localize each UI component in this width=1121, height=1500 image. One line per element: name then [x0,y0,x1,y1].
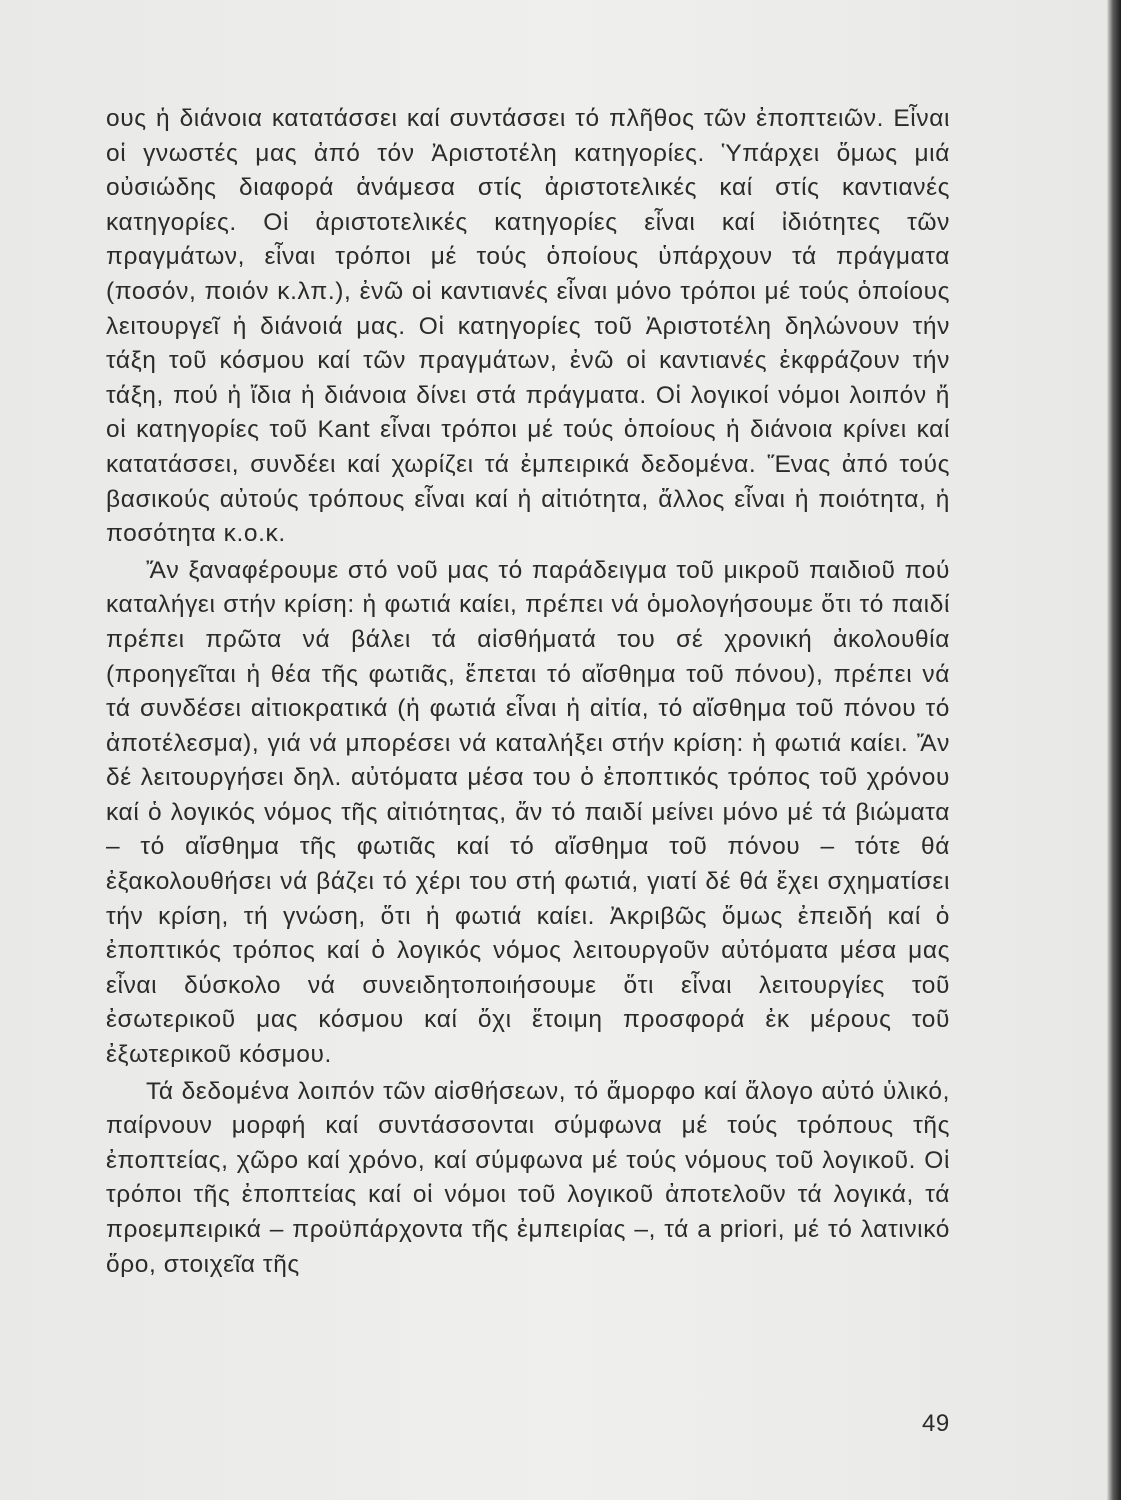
paragraph-1: ους ἡ διάνοια κατατάσσει καί συντάσσει τό πλῆθος τῶν ἐποπτειῶν. Εἶναι οἱ γνωστές μας ἀπό τόν Ἀριστοτέλη κατηγορίες. Ὑπάρχει ὅμως μιά οὐσιώδης διαφορά ἀνάμεσα στίς ἀριστοτελικές καί στίς καντιανές κατηγορίες. Οἱ ἀριστοτελικές κατηγορίες εἶναι καί ἰδιότητες τῶν πραγμάτων, εἶναι τρόποι μέ τούς ὁποίους ὑπάρχουν τά πράγματα (ποσόν, ποιόν κ.λπ.), ἐνῶ οἱ καντιανές εἶναι μόνο τρόποι μέ τούς ὁποίους λειτουργεῖ ἡ διάνοιά μας. Οἱ κατηγορίες τοῦ Ἀριστοτέλη δηλώνουν τήν τάξη τοῦ κόσμου καί τῶν πραγμάτων, ἐνῶ οἱ καντιανές ἐκφράζουν τήν τάξη, πού ἡ ἴδια ἡ διάνοια δίνει στά πράγματα. Οἱ λογικοί νόμοι λοιπόν ἤ οἱ κατηγορίες τοῦ Kant εἶναι τρόποι μέ τούς ὁποίους ἡ διάνοια κρίνει καί κατατάσσει, συνδέει καί χωρίζει τά ἐμπειρικά δεδομένα. Ἕνας ἀπό τούς βασικούς αὐτούς τρόπους εἶναι καί ἡ αἰτιότητα, ἄλλος εἶναι ἡ ποιότητα, ἡ ποσότητα κ.ο.κ. [106,105,950,548]
paragraph-2: Ἄν ξαναφέρουμε στό νοῦ μας τό παράδειγμα τοῦ μικροῦ παιδιοῦ πού καταλήγει στήν κρίση: ἡ φωτιά καίει, πρέπει νά ὁμολογήσουμε ὅτι τό παιδί πρέπει πρῶτα νά βάλει τά αἰσθήματά του σέ χρονική ἀκολουθία (προηγεῖται ἡ θέα τῆς φωτιᾶς, ἕπεται τό αἴσθημα τοῦ πόνου), πρέπει νά τά συνδέσει αἰτιοκρατικά (ἡ φωτιά εἶναι ἡ αἰτία, τό αἴσθημα τοῦ πόνου τό ἀποτέλεσμα), γιά νά μπορέσει νά καταλήξει στήν κρίση: ἡ φωτιά καίει. Ἄν δέ λειτουργήσει δηλ. αὐτόματα μέσα του ὁ ἐποπτικός τρόπος τοῦ χρόνου καί ὁ λογικός νόμος τῆς αἰτιότητας, ἄν τό παιδί μείνει μόνο μέ τά βιώματα – τό αἴσθημα τῆς φωτιᾶς καί τό αἴσθημα τοῦ πόνου – τότε θά ἐξακολουθήσει νά βάζει τό χέρι του στή φωτιά, γιατί δέ θά ἔχει σχηματίσει τήν κρίση, τή γνώση, ὅτι ἡ φωτιά καίει. Ἀκριβῶς ὅμως ἐπειδή καί ὁ ἐποπτικός τρόπος καί ὁ λογικός νόμος λειτουργοῦν αὐτόματα μέσα μας εἶναι δύσκολο νά συνειδητοποιήσουμε ὅτι εἶναι λειτουργίες τοῦ ἐσωτερικοῦ μας κόσμου καί ὄχι ἕτοιμη προσφορά ἐκ μέρους τοῦ ἐξωτερικοῦ κόσμου. [106,556,950,1069]
book-spine-edge [1107,0,1121,1500]
body-text [106,102,950,1282]
paragraph-3: Τά δεδομένα λοιπόν τῶν αἰσθήσεων, τό ἄμορφο καί ἄλογο αὐτό ὑλικό, παίρνουν μορφή καί συντάσσονται σύμφωνα μέ τούς τρόπους τῆς ἐποπτείας, χῶρο καί χρόνο, καί σύμφωνα μέ τούς νόμους τοῦ λογικοῦ. Οἱ τρόποι τῆς ἐποπτείας καί οἱ νόμοι τοῦ λογικοῦ ἀποτελοῦν τά λογικά, τά προεμπειρικά – προϋπάρχοντα τῆς ἐμπειρίας –, τά a priori, μέ τό λατινικό ὅρο, στοιχεῖα τῆς [106,1077,950,1278]
page-number: 49 [922,1410,950,1437]
